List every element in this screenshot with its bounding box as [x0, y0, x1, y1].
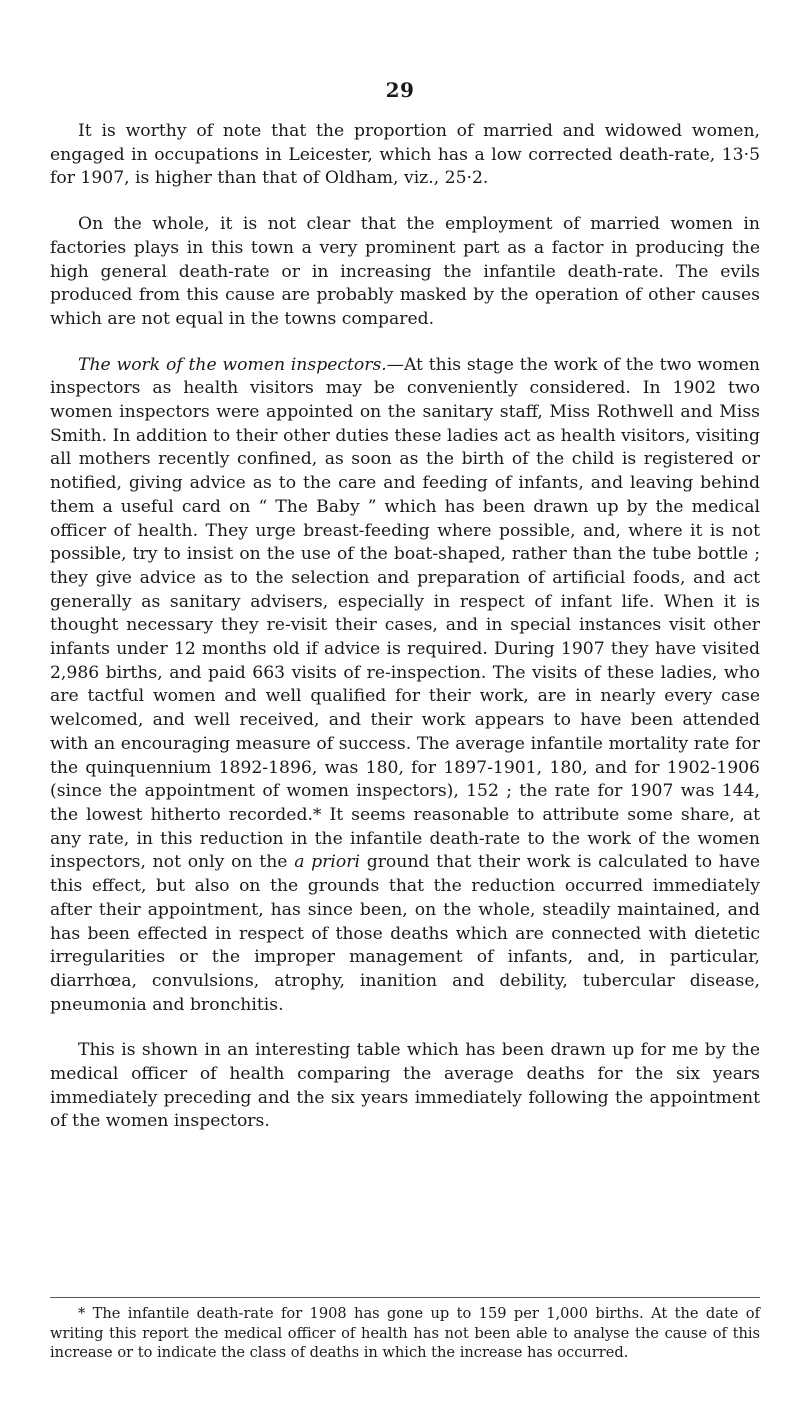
paragraph-2: On the whole, it is not clear that the employment of married women in factories plays in this town a very prominent part as a factor in producing the high general death-rate or in increasing the infantile death-rate. The evils produced from this cause are probably masked by the operation of other causes which are not equal in the towns compared. — [50, 214, 760, 329]
footnote: * The infantile death-rate for 1908 has gone up to 159 per 1,000 births. At the date of writing this report the medical officer of health has not been able to analyse the cause of this increase or to indicate the class of deaths in which the increase has occurred. — [50, 1305, 760, 1361]
footnote-divider — [50, 1297, 760, 1298]
paragraph-1: It is worthy of note that the proportion of married and widowed women, engaged in occupations in Leicester, which has a low corrected death-rate, 13·5 for 1907, is higher than that of Oldham, viz., 25·2. — [50, 121, 760, 189]
a-priori-italic: a priori — [294, 852, 360, 873]
body-text — [50, 120, 760, 1156]
paragraph-3 — [50, 354, 760, 1018]
paragraph-3-tail: ground that their work is calculated to have this effect, but also on the grounds that the reduction occurred immediately after their appointment, has since been, on the whole, steadily maintained, and has been effected in respect of those deaths which are connected with dietetic irregularities or the improper management of infants, and, in particular, diarrhœa, convulsions, atrophy, inanition and debility, tubercular disease, pneumonia and bronchitis. — [50, 852, 760, 1015]
page-number: 29 — [385, 78, 415, 102]
paragraph-3-body: —At this stage the work of the two women inspectors as health visitors may be conveniently considered. In 1902 two women inspectors were appointed on the sanitary staff, Miss Rothwell and Miss Smith. In addition to their other duties these ladies act as health visitors, visiting all mothers recently confined, as soon as the birth of the child is registered or notified, giving advice as to the care and feeding of infants, and leaving behind them a useful card on “ The Baby ” which has been drawn up by the medical officer of health. They urge breast-feeding where possible, and, where it is not possible, try to insist on the use of the boat-shaped, rather than the tube bottle ; they give advice as to the selection and preparation of artificial foods, and act generally as sanitary advisers, especially in respect of infant life. When it is thought necessary they re-visit their cases, and in special instances visit other infants under 12 months old if advice is required. During 1907 they have visited 2,986 births, and paid 663 visits of re-inspection. The visits of these ladies, who are tactful women and well qualified for their work, are in nearly every case welcomed, and well received, and their work appears to have been attended with an encouraging measure of success. The average infantile mortality rate for the quinquennium 1892-1896, was 180, for 1897-1901, 180, and for 1902-1906 (since the appointment of women inspectors), 152 ; the rate for 1907 was 144, the lowest hitherto recorded.* It seems reasonable to attribute some share, at any rate, in this reduction in the infantile death-rate to the work of the women inspectors, not only on the — [50, 354, 760, 873]
section-heading: The work of the women inspectors. — [78, 354, 387, 375]
paragraph-4: This is shown in an interesting table which has been drawn up for me by the medical officer of health comparing the average deaths for the six years immediately preceding and the six years immediately following the appointment of the women inspectors. — [50, 1040, 760, 1132]
